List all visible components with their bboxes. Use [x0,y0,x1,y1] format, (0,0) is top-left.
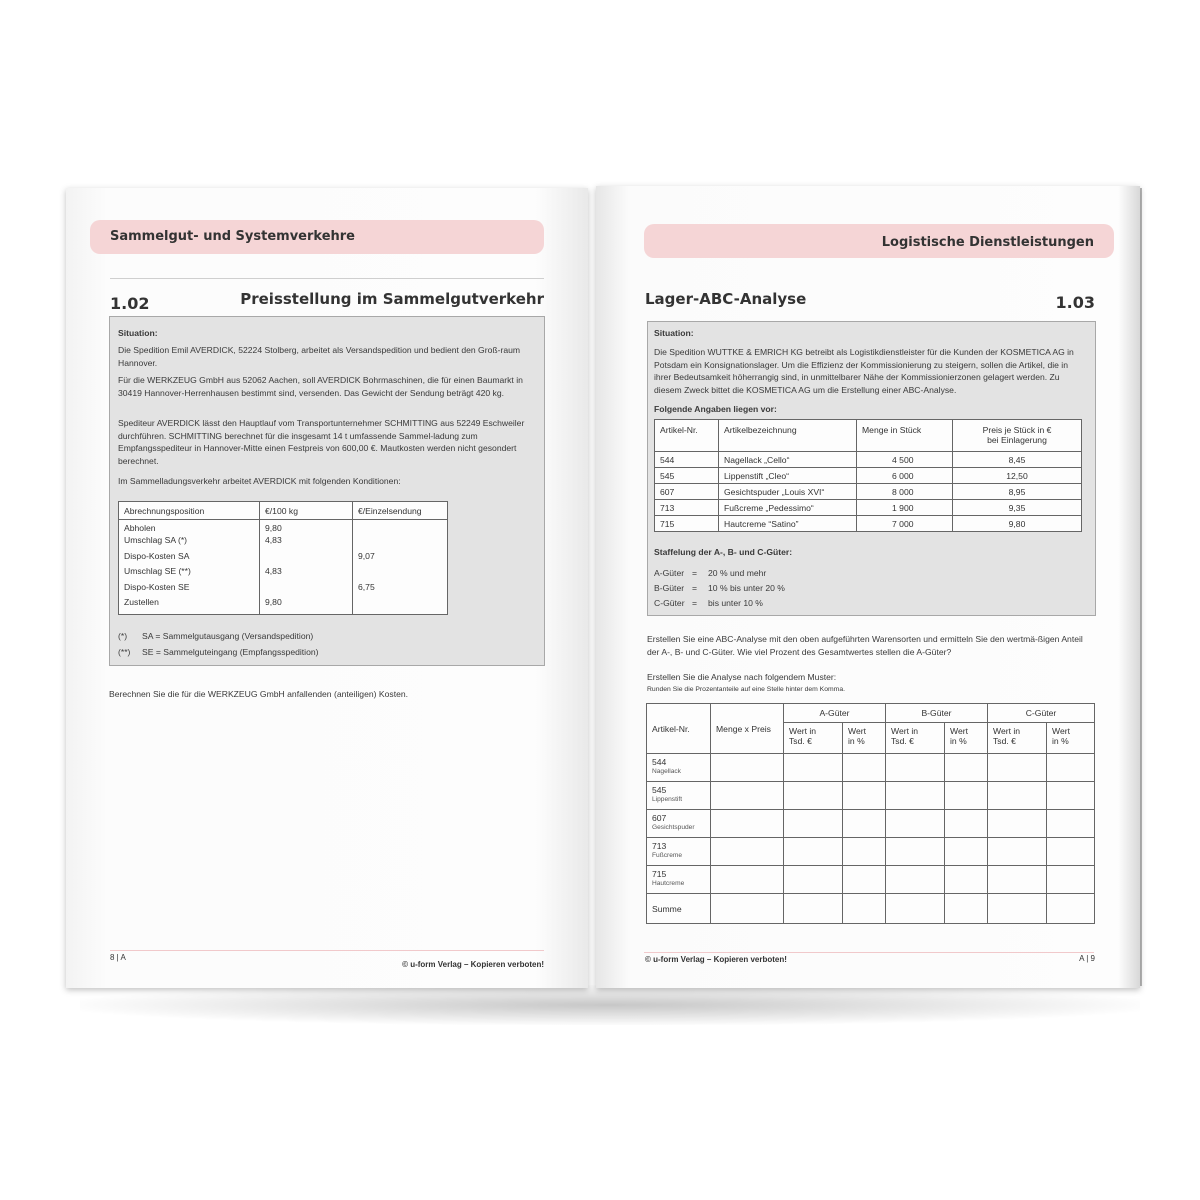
table-header-cell: Artikelbezeichnung [719,420,857,452]
staffel-a-eq: = [692,568,698,578]
table-header-cell: Menge in Stück [857,420,953,452]
left-task-text: Berechnen Sie die für die WERKZEUG GmbH anfallenden (anteiligen) Kosten. [109,689,409,699]
grid-header-row [647,704,1095,723]
table-row [655,452,1082,468]
grid-cell-empty[interactable] [886,838,945,866]
subheader-line1: Wert [848,726,866,736]
grid-header-a: A-Güter [784,704,886,723]
grid-row [647,810,1095,838]
table-cell: 8,95 [1008,487,1026,497]
table-cell: 9,80 [260,597,353,614]
grid-row-name: Lippenstift [652,796,683,803]
table-cell: 713 [655,500,719,516]
table-cell: Umschlag SA (*) [119,535,260,551]
left-conditions-table [118,501,448,615]
grid-row-label [647,838,711,866]
table-cell: 4,83 [260,566,353,582]
table-cell: Zustellen [119,597,260,614]
grid-subheader-a-pct [843,723,886,754]
staffel-label: Staffelung der A-, B- und C-Güter: [654,547,793,557]
grid-cell-empty[interactable] [784,838,843,866]
left-copyright: © u-form Verlag – Kopieren verboten! [402,960,544,969]
table-cell: 7 000 [857,516,953,532]
grid-cell-empty[interactable] [843,894,886,924]
table-cell: Umschlag SE (**) [119,566,260,582]
grid-header-c: C-Güter [988,704,1095,723]
table-header-cell: Abrechnungsposition [119,502,260,520]
table-row [119,520,448,536]
grid-row-name: Gesichtspuder [652,824,695,831]
table-row [655,484,1082,500]
table-cell: 9,80 [1008,519,1026,529]
left-page-number: 8 | A [110,953,126,962]
table-cell: Gesichtspuder „Louis XVI“ [719,484,857,500]
right-given-label: Folgende Angaben liegen vor: [654,404,777,414]
grid-cell-empty[interactable] [784,782,843,810]
subheader-line2: Tsd. € [789,736,812,746]
book-shadow [80,985,1140,1025]
subheader-line1: Wert in [993,726,1021,736]
grid-cell-empty[interactable] [1047,866,1095,894]
table-cell: 544 [655,452,719,468]
table-cell: 607 [655,484,719,500]
grid-row-name: Nagellack [652,768,681,775]
table-header-cell: €/100 kg [260,502,353,520]
left-situation-box [109,316,545,666]
table-cell: Fußcreme „Pedessimo“ [719,500,857,516]
right-exercise-number: 1.03 [1055,293,1095,312]
grid-cell-empty[interactable] [843,782,886,810]
grid-cell-empty[interactable] [886,866,945,894]
left-page [66,188,588,988]
abc-answer-grid [646,703,1095,924]
grid-cell-empty[interactable] [988,754,1047,782]
left-situation-para2: Für die WERKZEUG GmbH aus 52062 Aachen, soll AVERDICK Bohrmaschinen, die für einen Baumarkt in 30419 Hannover-Herrenhausen bestimmt sind, versenden. Das Gewicht der Sendung beträgt 420 kg. [118,375,523,398]
grid-cell-empty[interactable] [711,810,784,838]
grid-cell-empty[interactable] [843,838,886,866]
left-situation-para4: Im Sammelladungsverkehr arbeitet AVERDICK mit folgenden Konditionen: [118,476,401,486]
left-title-rule [110,278,544,279]
staffel-c-value: bis unter 10 % [708,598,763,608]
grid-header-b: B-Güter [886,704,988,723]
grid-row-label [647,866,711,894]
table-cell: 6,75 [358,581,375,592]
grid-cell-empty[interactable] [945,782,988,810]
right-task2-text: Erstellen Sie die Analyse nach folgendem Muster: [647,672,837,682]
grid-subheader-b-pct [945,723,988,754]
table-row [119,566,448,582]
grid-cell-empty[interactable] [886,894,945,924]
grid-header-artikel: Artikel-Nr. [647,704,711,754]
grid-cell-empty[interactable] [945,866,988,894]
table-row [119,551,448,567]
grid-row-name: Hautcreme [652,880,685,887]
grid-cell-empty[interactable] [711,754,784,782]
table-cell [353,535,448,551]
table-cell: 8 000 [857,484,953,500]
grid-cell-empty[interactable] [784,866,843,894]
footnote-1-mark: (*) [118,631,128,641]
grid-cell-empty[interactable] [945,810,988,838]
staffel-b-eq: = [692,583,698,593]
right-situation-label: Situation: [654,328,694,338]
grid-subheader-c-tsd [988,723,1047,754]
table-cell [353,566,448,582]
subheader-line2: in % [1052,736,1069,746]
right-copyright: © u-form Verlag – Kopieren verboten! [645,955,787,964]
grid-cell-empty[interactable] [784,810,843,838]
table-cell [353,520,448,536]
grid-subheader-c-pct [1047,723,1095,754]
table-header-row [655,420,1082,452]
table-cell: 6 000 [857,468,953,484]
grid-row-label [647,754,711,782]
grid-cell-empty[interactable] [886,810,945,838]
table-cell: 9,80 [260,520,353,536]
subheader-line2: in % [848,736,865,746]
right-task1-text: Erstellen Sie eine ABC-Analyse mit den oben aufgeführten Warensorten und ermitteln Sie den wertmä-ßigen Anteil der A-, B- und C-Güter. Wie viel Prozent des Gesamtwertes stellen die A-Güter? [647,634,1083,657]
grid-cell-empty[interactable] [945,894,988,924]
grid-cell-empty[interactable] [988,782,1047,810]
footnote-2-text: SE = Sammelguteingang (Empfangsspedition) [142,647,319,657]
grid-cell-empty[interactable] [886,754,945,782]
right-exercise-title: Lager-ABC-Analyse [645,290,807,308]
grid-cell-empty[interactable] [945,754,988,782]
left-section-header-text: Sammelgut- und Systemverkehre [110,229,355,244]
table-cell: Abholen [119,520,260,536]
staffel-b-value: 10 % bis unter 20 % [708,583,785,593]
staffel-c-eq: = [692,598,698,608]
staffel-b-name: B-Güter [654,583,685,593]
table-cell [260,551,353,567]
table-cell: Nagellack „Cello“ [719,452,857,468]
grid-header-menge: Menge x Preis [711,704,784,754]
table-row [655,468,1082,484]
grid-row-number: 607 [652,813,667,823]
right-articles-table [654,419,1082,532]
subheader-line1: Wert in [789,726,817,736]
grid-cell-empty[interactable] [988,894,1047,924]
right-section-header-text: Logistische Dienstleistungen [881,235,1094,250]
subheader-line2: Tsd. € [993,736,1016,746]
right-page [596,186,1140,988]
staffel-a-value: 20 % und mehr [708,568,767,578]
right-situation-box [647,321,1096,616]
left-footer-rule [110,950,544,951]
left-situation-para1: Die Spedition Emil AVERDICK, 52224 Stolberg, arbeitet als Versandspedition und bedient den Groß-raum Hannover. [118,345,521,368]
subheader-line2: Tsd. € [891,736,914,746]
table-cell: 715 [655,516,719,532]
grid-cell-empty[interactable] [1047,754,1095,782]
staffel-c-name: C-Güter [654,598,685,608]
grid-cell-empty[interactable] [1047,810,1095,838]
table-cell: Dispo-Kosten SA [119,551,260,567]
grid-cell-empty[interactable] [711,838,784,866]
footnote-1-text: SA = Sammelgutausgang (Versandspedition) [142,631,314,641]
table-cell: Dispo-Kosten SE [119,582,260,598]
grid-row-number: 545 [652,785,667,795]
grid-cell-empty[interactable] [843,810,886,838]
subheader-line2: in % [950,736,967,746]
grid-subheader-a-tsd [784,723,843,754]
left-situation-para3: Spediteur AVERDICK lässt den Hauptlauf vom Transportunternehmer SCHMITTING aus 52249 Eschweiler durchführen. SCHMITTING berechnet für die insgesamt 14 t umfassende Sammel-ladung zum Empfangsspediteur in Hannover-Mitte einen Festpreis von 600,00 €. Mautkosten werden nicht gesondert berechnet. [118,418,525,466]
grid-row [647,838,1095,866]
table-cell: 4,83 [260,535,353,551]
table-header-cell: Artikel-Nr. [655,420,719,452]
table-cell [260,582,353,598]
grid-cell-empty[interactable] [1047,838,1095,866]
left-exercise-title: Preisstellung im Sammelgutverkehr [240,290,544,308]
table-cell: 9,35 [1008,503,1026,513]
price-header-line2: bei Einlagerung [987,435,1047,445]
table-header-cell [953,420,1082,452]
grid-row-number: 713 [652,841,667,851]
table-cell: 8,45 [1008,455,1026,465]
subheader-line1: Wert [1052,726,1070,736]
subheader-line1: Wert [950,726,968,736]
grid-subheader-b-tsd [886,723,945,754]
grid-row [647,782,1095,810]
grid-cell-empty[interactable] [988,866,1047,894]
table-row [655,516,1082,532]
grid-cell-empty[interactable] [945,838,988,866]
grid-sum-label: Summe [647,894,711,924]
grid-cell-empty[interactable] [784,894,843,924]
right-page-number: A | 9 [1079,954,1095,963]
grid-row [647,754,1095,782]
table-cell: 9,07 [358,550,375,561]
right-section-header [644,224,1114,258]
grid-cell-empty[interactable] [711,894,784,924]
grid-cell-empty[interactable] [711,782,784,810]
grid-row-number: 715 [652,869,667,879]
table-row [119,535,448,551]
table-cell: 4 500 [857,452,953,468]
grid-cell-empty[interactable] [988,810,1047,838]
staffel-a-name: A-Güter [654,568,685,578]
left-section-header [90,220,544,254]
left-situation-label: Situation: [118,328,158,338]
table-cell [353,597,448,614]
right-footer-rule [644,952,1094,953]
table-row [119,582,448,598]
table-header-cell: €/Einzelsendung [358,506,422,516]
grid-cell-empty[interactable] [784,754,843,782]
grid-cell-empty[interactable] [1047,894,1095,924]
price-header-line1: Preis je Stück in € [982,425,1052,435]
grid-row [647,866,1095,894]
table-cell: 1 900 [857,500,953,516]
right-situation-para1: Die Spedition WUTTKE & EMRICH KG betreibt als Logistikdienstleister für die Kunden der KOSMETICA AG in Potsdam ein Konsignationslager. Um die Effizienz der Kommissionierung zu steigern, sollen die Artikel, die in ihrer Bedeutsamkeit höherrangig sind, in unmittelbarer Nähe der Kommissionierzonen gelagert werden. Zu diesem Zweck bittet die KOSMETICA AG um die Erstellung einer ABC-Analyse. [654,347,1074,395]
table-row [655,500,1082,516]
table-row [119,597,448,614]
footnote-2-mark: (**) [118,647,131,657]
grid-cell-empty[interactable] [843,866,886,894]
table-cell: Hautcreme “Satino” [719,516,857,532]
table-header-row [119,502,448,520]
table-cell: 545 [655,468,719,484]
grid-cell-empty[interactable] [988,838,1047,866]
table-cell: 12,50 [1006,471,1028,481]
grid-sum-row [647,894,1095,924]
grid-cell-empty[interactable] [843,754,886,782]
grid-cell-empty[interactable] [1047,782,1095,810]
subheader-line1: Wert in [891,726,919,736]
grid-row-label [647,782,711,810]
grid-cell-empty[interactable] [886,782,945,810]
grid-row-label [647,810,711,838]
right-task2-note: Runden Sie die Prozentanteile auf eine Stelle hinter dem Komma. [647,686,845,693]
grid-cell-empty[interactable] [711,866,784,894]
table-cell: Lippenstift „Cleo“ [719,468,857,484]
grid-row-name: Fußcreme [652,852,683,859]
left-exercise-number: 1.02 [110,294,150,313]
grid-row-number: 544 [652,757,667,767]
